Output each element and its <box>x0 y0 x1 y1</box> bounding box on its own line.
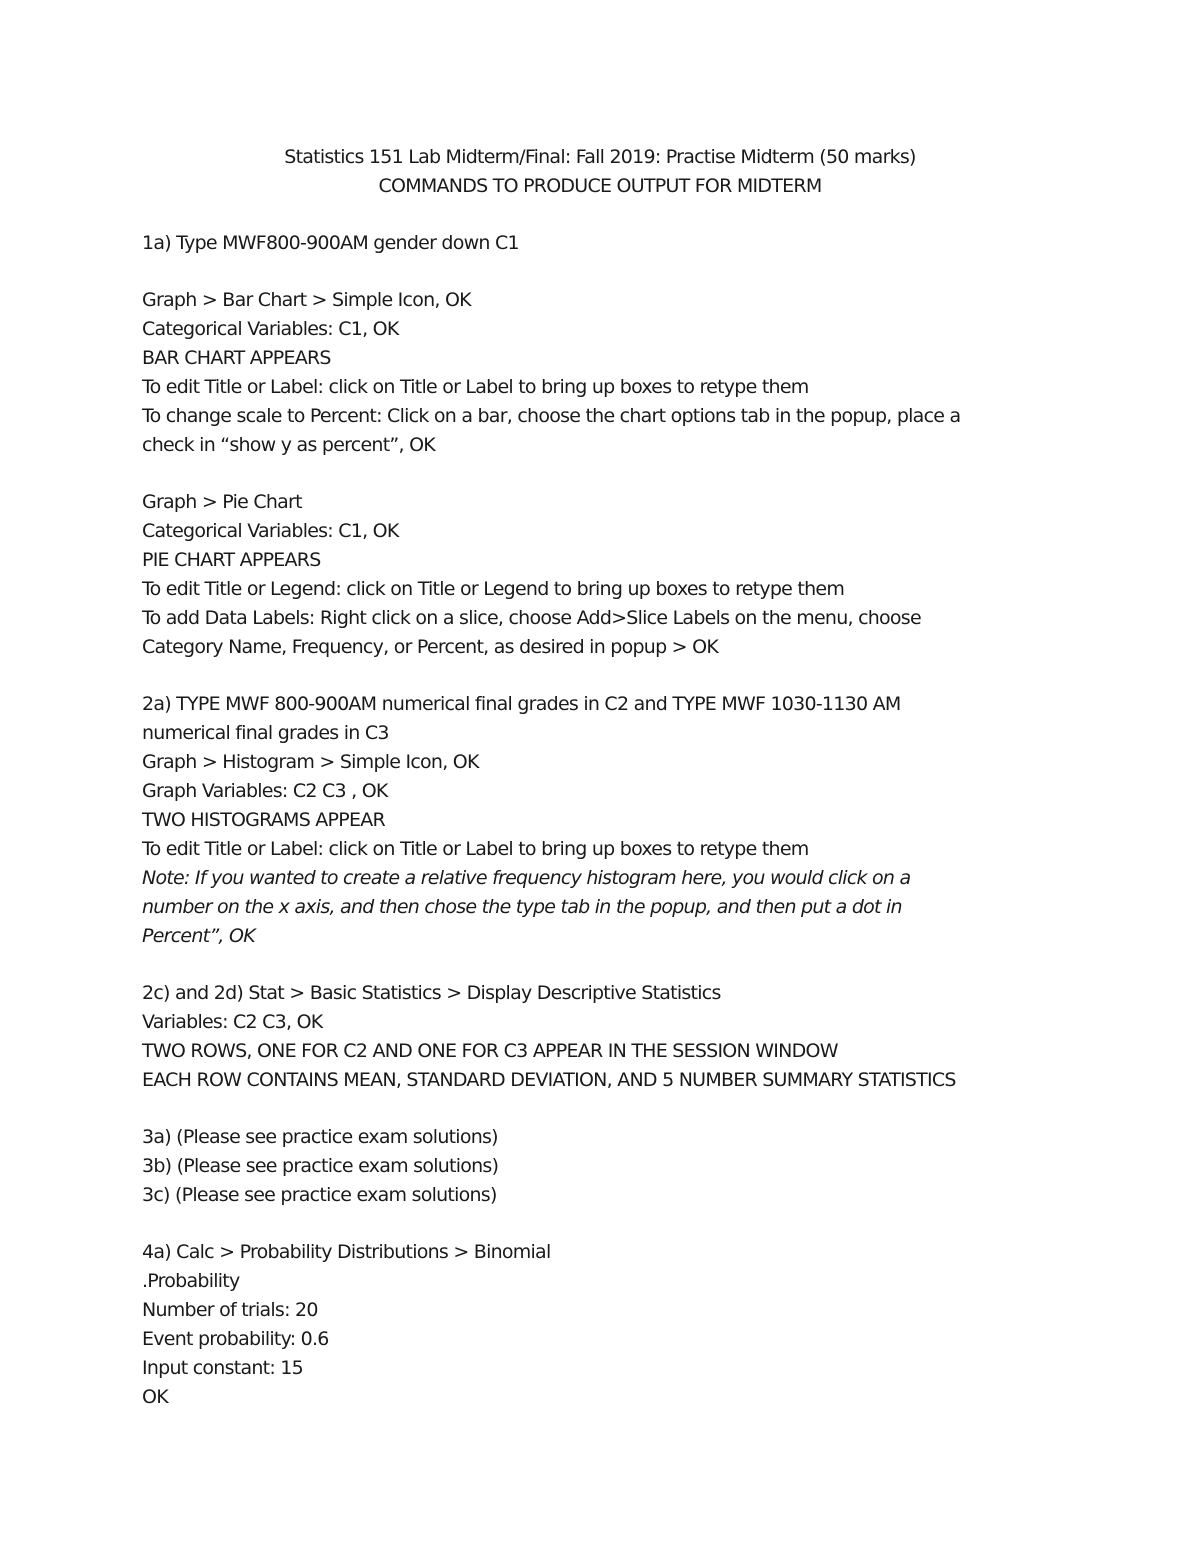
spacer <box>142 662 1062 690</box>
bar-chart-step: Graph > Bar Chart > Simple Icon, OK <box>142 289 471 311</box>
spacer <box>142 460 1062 488</box>
spacer <box>142 1095 1062 1123</box>
descriptive-stats-step: Variables: C2 C3, OK <box>142 1011 323 1033</box>
pie-chart-step: To edit Title or Legend: click on Title or Legend to bring up boxes to retype them <box>142 578 845 600</box>
spacer <box>142 1210 1062 1238</box>
histogram-step: Graph Variables: C2 C3 , OK <box>142 780 388 802</box>
document-subtitle: COMMANDS TO PRODUCE OUTPUT FOR MIDTERM <box>378 175 822 197</box>
document-body <box>142 229 1062 1412</box>
q2cd-heading: 2c) and 2d) Stat > Basic Statistics > Display Descriptive Statistics <box>142 982 721 1004</box>
bar-chart-step: Categorical Variables: C1, OK <box>142 318 399 340</box>
bar-chart-step: To edit Title or Label: click on Title or Label to bring up boxes to retype them <box>142 376 809 398</box>
spacer <box>142 258 1062 286</box>
document-header <box>0 143 1200 201</box>
descriptive-stats-step: EACH ROW CONTAINS MEAN, STANDARD DEVIATION, AND 5 NUMBER SUMMARY STATISTICS <box>142 1069 956 1091</box>
binomial-ok: OK <box>142 1386 168 1408</box>
pie-chart-step: To add Data Labels: Right click on a slice, choose Add>Slice Labels on the menu, choose <box>142 607 921 629</box>
q3a-line: 3a) (Please see practice exam solutions) <box>142 1126 498 1148</box>
pie-chart-step: Graph > Pie Chart <box>142 491 302 513</box>
q1a-heading: 1a) Type MWF800-900AM gender down C1 <box>142 232 519 254</box>
q4a-heading: 4a) Calc > Probability Distributions > Binomial <box>142 1241 551 1263</box>
pie-chart-step: PIE CHART APPEARS <box>142 549 321 571</box>
descriptive-stats-step: TWO ROWS, ONE FOR C2 AND ONE FOR C3 APPEAR IN THE SESSION WINDOW <box>142 1040 838 1062</box>
spacer <box>142 951 1062 979</box>
bar-chart-step: To change scale to Percent: Click on a bar, choose the chart options tab in the popup, place a <box>142 405 961 427</box>
histogram-step: To edit Title or Label: click on Title or Label to bring up boxes to retype them <box>142 838 809 860</box>
binomial-input-constant: Input constant: 15 <box>142 1357 303 1379</box>
histogram-step: Graph > Histogram > Simple Icon, OK <box>142 751 479 773</box>
binomial-option: .Probability <box>142 1270 240 1292</box>
q3b-line: 3b) (Please see practice exam solutions) <box>142 1155 499 1177</box>
binomial-event-probability: Event probability: 0.6 <box>142 1328 329 1350</box>
pie-chart-step: Categorical Variables: C1, OK <box>142 520 399 542</box>
pie-chart-step: Category Name, Frequency, or Percent, as desired in popup > OK <box>142 636 719 658</box>
histogram-note: number on the x axis, and then chose the type tab in the popup, and then put a dot in <box>142 896 902 918</box>
histogram-step: TWO HISTOGRAMS APPEAR <box>142 809 385 831</box>
q2a-heading: 2a) TYPE MWF 800-900AM numerical final grades in C2 and TYPE MWF 1030-1130 AM <box>142 693 901 715</box>
histogram-note: Note: If you wanted to create a relative frequency histogram here, you would click on a <box>142 867 911 889</box>
bar-chart-step: BAR CHART APPEARS <box>142 347 331 369</box>
document-title: Statistics 151 Lab Midterm/Final: Fall 2019: Practise Midterm (50 marks) <box>284 146 916 168</box>
q3c-line: 3c) (Please see practice exam solutions) <box>142 1184 497 1206</box>
bar-chart-step: check in “show y as percent”, OK <box>142 434 435 456</box>
binomial-trials: Number of trials: 20 <box>142 1299 318 1321</box>
q2a-heading: numerical final grades in C3 <box>142 722 389 744</box>
histogram-note: Percent”, OK <box>142 925 255 947</box>
